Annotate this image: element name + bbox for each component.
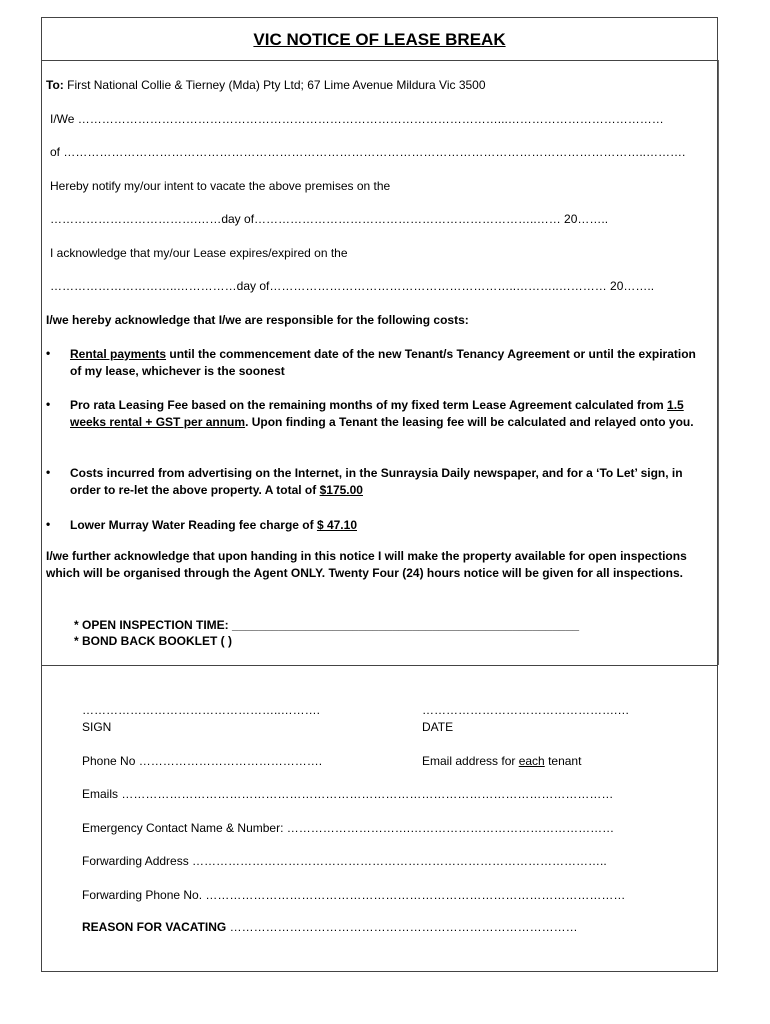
date-label: DATE [422,720,454,734]
water-fee-text: Lower Murray Water Reading fee charge of [70,518,317,532]
open-inspection-field[interactable]: * OPEN INSPECTION TIME: ____________________________________________________ [74,618,580,632]
leasing-fee-text: Pro rata Leasing Fee based on the remaining months of my fixed term Lease Agreement calculated from [70,398,668,412]
acknowledge-text: I acknowledge that my/our Lease expires/expired on the [50,246,348,260]
to-label: To: [46,78,64,92]
of-field[interactable]: of ………………………………………………………………………………………………………………………………..………. [50,145,686,159]
bullet-icon: • [46,346,51,360]
reason-dots: …………………………………………………………………………… [226,920,578,934]
advertising-amount: $175.00 [319,483,363,497]
form-title: VIC NOTICE OF LEASE BREAK [253,30,506,49]
costs-heading: I/we hereby acknowledge that I/we are responsible for the following costs: [46,313,469,327]
leasing-fee-note: . Upon finding a Tenant the leasing fee will be calculated and relayed onto you. [245,415,694,429]
notify-text: Hereby notify my/our intent to vacate the above premises on the [50,179,391,193]
email-suffix: tenant [544,754,582,768]
vacate-date-field[interactable]: ……………………………….……day of……………………………………………………………..…… 20…….. [50,212,609,226]
iwe-field[interactable]: I/We ……………………………………………………………………………………………...………………………………… [50,112,664,126]
water-fee-amount: $ 47.10 [316,518,357,532]
emergency-contact-field[interactable]: Emergency Contact Name & Number: ………………………….…………………………………………… [82,821,615,835]
emails-field[interactable]: Emails …………………………………………………………………………………………………………… [82,787,614,801]
forwarding-address-field[interactable]: Forwarding Address ………………………………………………………………………………………….. [82,854,607,868]
bullet-icon: • [46,397,51,411]
sign-field[interactable]: …………………………………………..………. [82,703,321,717]
title-divider [41,60,718,61]
to-address: First National Collie & Tierney (Mda) Pty Ltd; 67 Lime Avenue Mildura Vic 3500 [67,78,486,92]
phone-field[interactable]: Phone No ………………………………………. [82,754,323,768]
advertising-text: Costs incurred from advertising on the Internet, in the Sunraysia Daily newspaper, and for a ‘To Let’ sign, in order to re-let the above property. A total of [70,466,683,497]
leasing-fee-rate: 1.5 weeks rental + GST per annum [70,398,684,429]
rental-payments-text: until the commencement date of the new Tenant/s Tenancy Agreement or until the expiration of my lease, whichever is the soonest [70,347,696,378]
bond-booklet-checkbox[interactable]: * BOND BACK BOOKLET ( ) [74,634,232,648]
to-line [46,78,486,92]
bullet-icon: • [46,517,51,531]
rental-payments-label: Rental payments [70,347,167,361]
section-divider [41,665,718,666]
reason-for-vacating-field[interactable] [82,920,578,934]
frame-edge [718,60,719,665]
email-prefix: Email address for [422,754,519,768]
sign-label: SIGN [82,720,112,734]
email-address-label [422,754,581,768]
lease-expiry-date-field[interactable]: …………………………..……………day of……………………………………………………..………..………… 20…….. [50,279,655,293]
email-each: each [518,754,545,768]
date-field[interactable]: ………………………………………….… [422,703,630,717]
bullet-icon: • [46,465,51,479]
forwarding-phone-field[interactable]: Forwarding Phone No. …………………………………………………………………………………………… [82,888,626,902]
reason-label: REASON FOR VACATING [82,920,227,934]
further-acknowledgement: I/we further acknowledge that upon handing in this notice I will make the property available for open inspections which will be organised through the Agent ONLY. Twenty Four (24) hours notice will be given for all inspections. [46,549,687,580]
